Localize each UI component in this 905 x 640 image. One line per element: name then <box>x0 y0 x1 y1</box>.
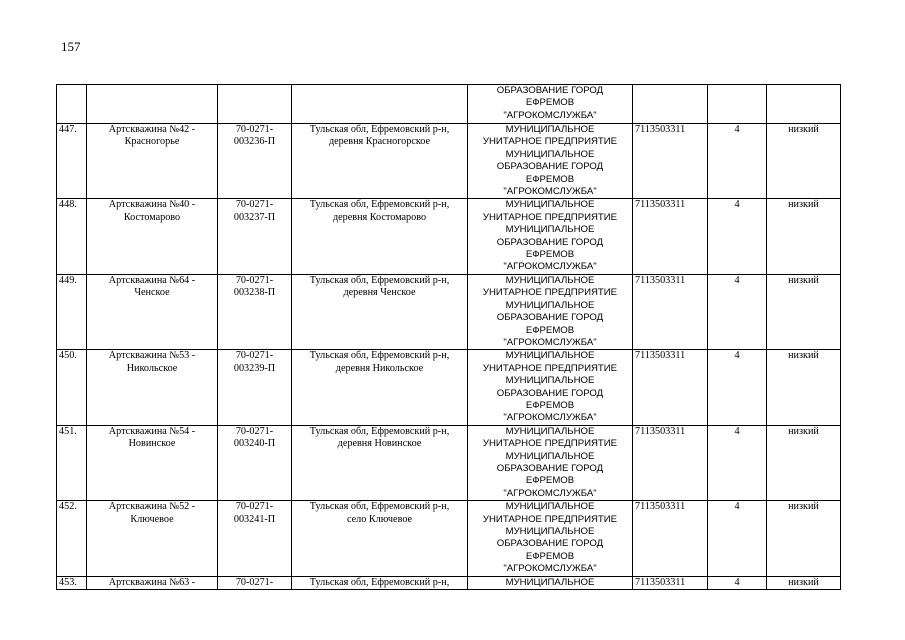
risk-cell <box>767 85 841 124</box>
org-line: МУНИЦИПАЛЬНОЕ <box>505 148 595 160</box>
category-cell: 4 <box>708 425 767 500</box>
name-cell <box>87 350 218 425</box>
org-line: ОБРАЗОВАНИЕ ГОРОД <box>496 538 604 550</box>
org-line: ЕФРЕМОВ <box>525 173 575 185</box>
risk-cell: низкий <box>767 425 841 500</box>
org-line: МУНИЦИПАЛЬНОЕ <box>505 450 595 462</box>
org-line: МУНИЦИПАЛЬНОЕ <box>505 350 595 362</box>
risk-cell: низкий <box>767 274 841 349</box>
org-line: "АГРОКОМСЛУЖБА" <box>503 261 597 273</box>
risk-cell: низкий <box>767 124 841 199</box>
address-cell <box>292 501 468 576</box>
name-cell <box>87 199 218 274</box>
org-cell <box>468 350 633 425</box>
name-cell <box>87 124 218 199</box>
table-row <box>57 124 841 199</box>
code-line: 70-0271- <box>235 124 274 135</box>
num-cell: 447. <box>57 124 87 199</box>
num-cell: 449. <box>57 274 87 349</box>
name-line: Артскважина №64 - <box>108 274 196 286</box>
org-line: УНИТАРНОЕ ПРЕДПРИЯТИЕ <box>482 136 618 148</box>
category-cell: 4 <box>708 501 767 576</box>
code-line: 003240-П <box>233 438 276 450</box>
name-line: Артскважина №40 - <box>108 199 196 211</box>
address-line: деревня Костомарово <box>332 211 427 223</box>
code-line: 003241-П <box>233 513 276 525</box>
org-cell <box>468 576 633 589</box>
risk-cell: низкий <box>767 576 841 589</box>
org-cell <box>468 274 633 349</box>
org-line: ЕФРЕМОВ <box>525 249 575 261</box>
name-cell <box>87 425 218 500</box>
org-line: УНИТАРНОЕ ПРЕДПРИЯТИЕ <box>482 513 618 525</box>
address-cell <box>292 425 468 500</box>
org-line: "АГРОКОМСЛУЖБА" <box>503 412 597 424</box>
name-cell <box>87 274 218 349</box>
num-cell: 453. <box>57 576 87 589</box>
org-line: ЕФРЕМОВ <box>525 399 575 411</box>
name-line: Ключевое <box>130 513 174 525</box>
org-cell <box>468 425 633 500</box>
org-line: ЕФРЕМОВ <box>525 97 575 109</box>
address-line: Тульская обл, Ефремовский р-н, <box>309 199 450 211</box>
registry-table <box>56 84 841 590</box>
code-cell <box>218 124 292 199</box>
address-line: Тульская обл, Ефремовский р-н, <box>309 501 450 513</box>
table-row <box>57 350 841 425</box>
name-cell <box>87 501 218 576</box>
org-cell <box>468 199 633 274</box>
code-line: 70-0271- <box>235 576 274 588</box>
code-cell <box>218 85 292 124</box>
org-line: ОБРАЗОВАНИЕ ГОРОД <box>496 312 604 324</box>
address-line: село Ключевое <box>346 513 413 525</box>
org-line: МУНИЦИПАЛЬНОЕ <box>505 425 595 437</box>
num-cell: 451. <box>57 425 87 500</box>
inn-cell: 7113503311 <box>633 501 708 576</box>
name-line: Новинское <box>128 438 176 450</box>
org-cell <box>468 501 633 576</box>
org-line: МУНИЦИПАЛЬНОЕ <box>505 274 595 286</box>
org-line: "АГРОКОМСЛУЖБА" <box>503 186 597 198</box>
org-cell <box>468 85 633 124</box>
name-cell <box>87 85 218 124</box>
org-line: "АГРОКОМСЛУЖБА" <box>503 487 597 499</box>
name-line: Костомарово <box>123 211 181 223</box>
table-row <box>57 199 841 274</box>
org-line: "АГРОКОМСЛУЖБА" <box>503 109 597 121</box>
code-cell <box>218 199 292 274</box>
name-line: Артскважина №53 - <box>108 350 196 362</box>
code-cell <box>218 501 292 576</box>
org-line: ЕФРЕМОВ <box>525 550 575 562</box>
num-cell: 448. <box>57 199 87 274</box>
address-cell <box>292 576 468 589</box>
inn-cell: 7113503311 <box>633 274 708 349</box>
code-line: 70-0271- <box>235 350 274 362</box>
category-cell: 4 <box>708 576 767 589</box>
address-line: деревня Ченское <box>343 287 416 299</box>
org-line: "АГРОКОМСЛУЖБА" <box>503 563 597 575</box>
org-line: УНИТАРНОЕ ПРЕДПРИЯТИЕ <box>482 438 618 450</box>
code-line: 003239-П <box>233 362 276 374</box>
num-cell: 450. <box>57 350 87 425</box>
org-line: ОБРАЗОВАНИЕ ГОРОД <box>496 462 604 474</box>
code-line: 003236-П <box>233 136 276 148</box>
org-line: УНИТАРНОЕ ПРЕДПРИЯТИЕ <box>482 287 618 299</box>
table-row-continued <box>57 85 841 124</box>
org-line: МУНИЦИПАЛЬНОЕ <box>505 199 595 211</box>
name-line: Артскважина №54 - <box>108 425 196 437</box>
code-line: 70-0271- <box>235 501 274 513</box>
org-line: МУНИЦИПАЛЬНОЕ <box>505 375 595 387</box>
address-line: Тульская обл, Ефремовский р-н, <box>309 576 450 588</box>
inn-cell: 7113503311 <box>633 576 708 589</box>
address-line: Тульская обл, Ефремовский р-н, <box>309 350 450 362</box>
org-line: МУНИЦИПАЛЬНОЕ <box>505 224 595 236</box>
org-line: ОБРАЗОВАНИЕ ГОРОД <box>496 161 604 173</box>
name-line: Ченское <box>134 287 170 299</box>
risk-cell: низкий <box>767 501 841 576</box>
name-line: Артскважина №63 - <box>108 576 196 588</box>
name-line: Артскважина №42 - <box>108 124 196 135</box>
name-cell <box>87 576 218 589</box>
num-cell <box>57 85 87 124</box>
code-line: 70-0271- <box>235 199 274 211</box>
address-cell <box>292 85 468 124</box>
code-line: 003238-П <box>233 287 276 299</box>
num-cell: 452. <box>57 501 87 576</box>
table-row <box>57 501 841 576</box>
inn-cell: 7113503311 <box>633 350 708 425</box>
name-line: Артскважина №52 - <box>108 501 196 513</box>
risk-cell: низкий <box>767 199 841 274</box>
address-line: деревня Новинское <box>337 438 422 450</box>
address-cell <box>292 124 468 199</box>
table-row <box>57 576 841 589</box>
org-line: МУНИЦИПАЛЬНОЕ <box>505 299 595 311</box>
org-line: ЕФРЕМОВ <box>525 475 575 487</box>
org-line: УНИТАРНОЕ ПРЕДПРИЯТИЕ <box>482 211 618 223</box>
address-line: Тульская обл, Ефремовский р-н, <box>309 425 450 437</box>
code-line: 003237-П <box>233 211 276 223</box>
org-line: "АГРОКОМСЛУЖБА" <box>503 336 597 348</box>
page-number: 157 <box>61 39 81 54</box>
code-cell <box>218 425 292 500</box>
name-line: Красногорье <box>124 136 180 148</box>
category-cell: 4 <box>708 274 767 349</box>
address-line: Тульская обл, Ефремовский р-н, <box>309 124 450 135</box>
address-cell <box>292 274 468 349</box>
address-line: деревня Красногорское <box>328 136 431 148</box>
code-line: 70-0271- <box>235 274 274 286</box>
table-row <box>57 425 841 500</box>
name-line: Никольское <box>126 362 178 374</box>
org-line: ОБРАЗОВАНИЕ ГОРОД <box>496 236 604 248</box>
org-line: МУНИЦИПАЛЬНОЕ <box>505 124 595 135</box>
address-line: деревня Никольское <box>335 362 424 374</box>
code-cell <box>218 576 292 589</box>
inn-cell: 7113503311 <box>633 199 708 274</box>
code-cell <box>218 274 292 349</box>
risk-cell: низкий <box>767 350 841 425</box>
inn-cell <box>633 85 708 124</box>
org-line: ЕФРЕМОВ <box>525 324 575 336</box>
category-cell: 4 <box>708 350 767 425</box>
org-line: МУНИЦИПАЛЬНОЕ <box>505 501 595 513</box>
category-cell: 4 <box>708 199 767 274</box>
table-row <box>57 274 841 349</box>
address-line: Тульская обл, Ефремовский р-н, <box>309 274 450 286</box>
address-cell <box>292 199 468 274</box>
inn-cell: 7113503311 <box>633 425 708 500</box>
category-cell <box>708 85 767 124</box>
address-cell <box>292 350 468 425</box>
org-cell <box>468 124 633 199</box>
org-line: ОБРАЗОВАНИЕ ГОРОД <box>496 387 604 399</box>
inn-cell: 7113503311 <box>633 124 708 199</box>
org-line: МУНИЦИПАЛЬНОЕ <box>505 576 595 588</box>
category-cell: 4 <box>708 124 767 199</box>
code-cell <box>218 350 292 425</box>
org-line: МУНИЦИПАЛЬНОЕ <box>505 526 595 537</box>
org-line: УНИТАРНОЕ ПРЕДПРИЯТИЕ <box>482 362 618 374</box>
code-line: 70-0271- <box>235 425 274 437</box>
org-line: ОБРАЗОВАНИЕ ГОРОД <box>496 85 604 96</box>
